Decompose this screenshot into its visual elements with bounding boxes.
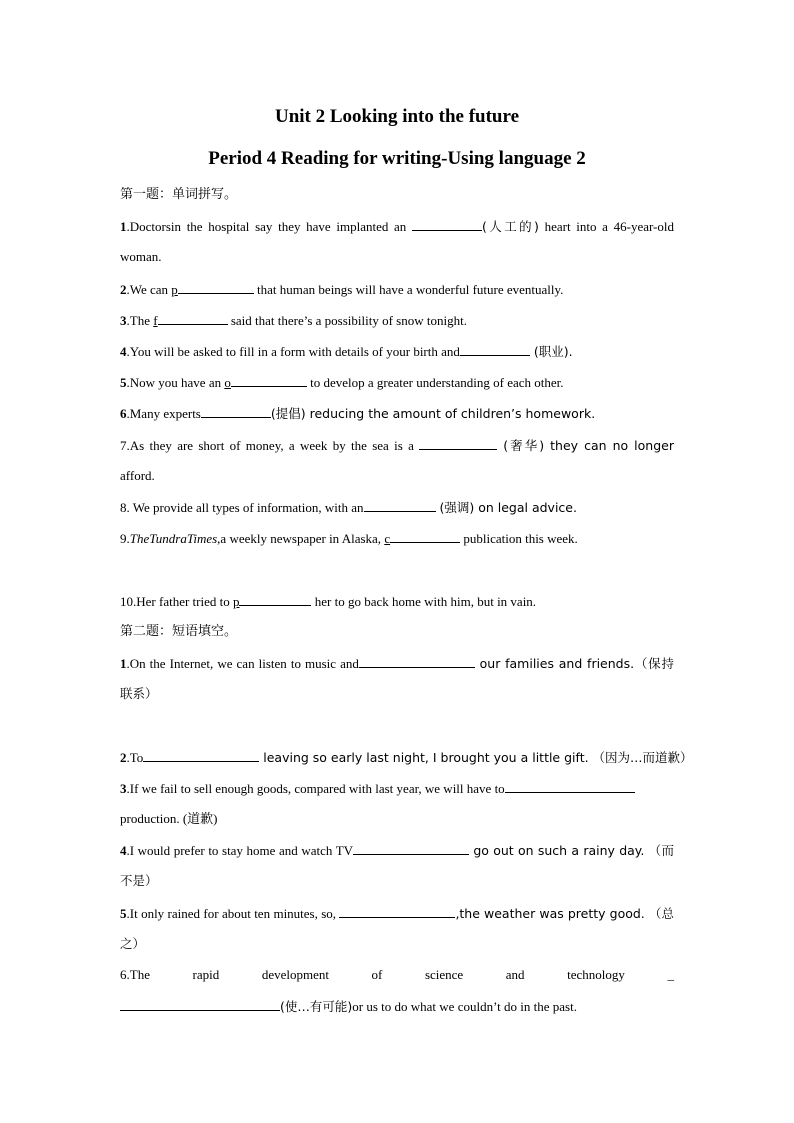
answer-blank[interactable] (178, 281, 254, 294)
answer-blank[interactable] (460, 343, 530, 356)
s2-item-3: 3.If we fail to sell enough goods, compared with last year, we will have to (120, 780, 674, 797)
answer-blank[interactable] (201, 405, 271, 418)
s2-item-4-cont: 不是） (120, 873, 158, 888)
s1-item-6: 6.Many experts (提倡) reducing the amount of children’s homework. (120, 406, 596, 421)
answer-blank[interactable] (364, 499, 436, 512)
answer-blank[interactable] (158, 312, 228, 325)
newspaper-name: TheTundraTimes (129, 531, 218, 546)
answer-blank[interactable] (231, 374, 307, 387)
answer-blank[interactable] (339, 905, 455, 918)
s1-item-8: 8. We provide all types of information, with an (强调) on legal advice. (120, 500, 577, 515)
s2-item-2: 2.To leaving so early last night, I brought you a little gift. （因为…而道歉） (120, 750, 693, 765)
s1-item-1: 1.Doctorsin the hospital say they have implanted an (人工的) heart into a 46-year-old (120, 219, 674, 234)
answer-blank[interactable] (143, 749, 259, 762)
s1-item-10: 10.Her father tried to p her to go back home with him, but in vain. (120, 594, 537, 609)
s2-item-6: 6.The rapid development of science and technology _ (120, 967, 674, 982)
s1-item-5: 5.Now you have an o to develop a greater understanding of each other. (120, 375, 564, 390)
answer-blank[interactable] (412, 218, 482, 231)
item-number: 1 (120, 219, 127, 234)
s2-item-5: 5.It only rained for about ten minutes, so, ,the weather was pretty good. （总 (120, 906, 674, 921)
s1-item-7: 7.As they are short of money, a week by the sea is a (奢华) they can no longer (120, 438, 674, 453)
s1-item-7-cont: afford. (120, 468, 155, 483)
s1-item-3: 3.The f said that there’s a possibility of snow tonight. (120, 313, 467, 328)
section2-heading: 第二题：短语填空。 (120, 624, 238, 639)
s1-item-1-cont: woman. (120, 249, 162, 264)
section1-heading: 第一题：单词拼写。 (120, 187, 238, 202)
answer-blank[interactable] (505, 780, 635, 793)
answer-blank[interactable] (120, 998, 280, 1011)
s2-item-4: 4.I would prefer to stay home and watch TV go out on such a rainy day. （而 (120, 843, 675, 858)
page-title: Unit 2 Looking into the future (274, 106, 520, 127)
answer-blank[interactable] (239, 593, 311, 606)
answer-blank[interactable] (390, 530, 460, 543)
s1-item-4: 4.You will be asked to fill in a form with details of your birth and (职业). (120, 344, 573, 359)
s1-item-2: 2.We can p that human beings will have a wonderful future eventually. (120, 282, 564, 297)
answer-blank[interactable] (419, 437, 497, 450)
s2-item-1-cont: 联系） (120, 686, 158, 701)
s2-item-6-cont: (使…有可能)or us to do what we couldn’t do in the past. (120, 998, 674, 1015)
s2-item-1: 1.On the Internet, we can listen to music and our families and friends.（保持 (120, 656, 674, 671)
s2-item-3-cont: production. (道歉) (120, 811, 218, 826)
s1-item-9: 9.TheTundraTimes,a weekly newspaper in Alaska, c publication this week. (120, 531, 578, 546)
answer-blank[interactable] (359, 655, 475, 668)
answer-blank[interactable] (353, 842, 469, 855)
s2-item-5-cont: 之） (120, 936, 146, 951)
page-subtitle: Period 4 Reading for writing-Using language 2 (208, 148, 586, 169)
